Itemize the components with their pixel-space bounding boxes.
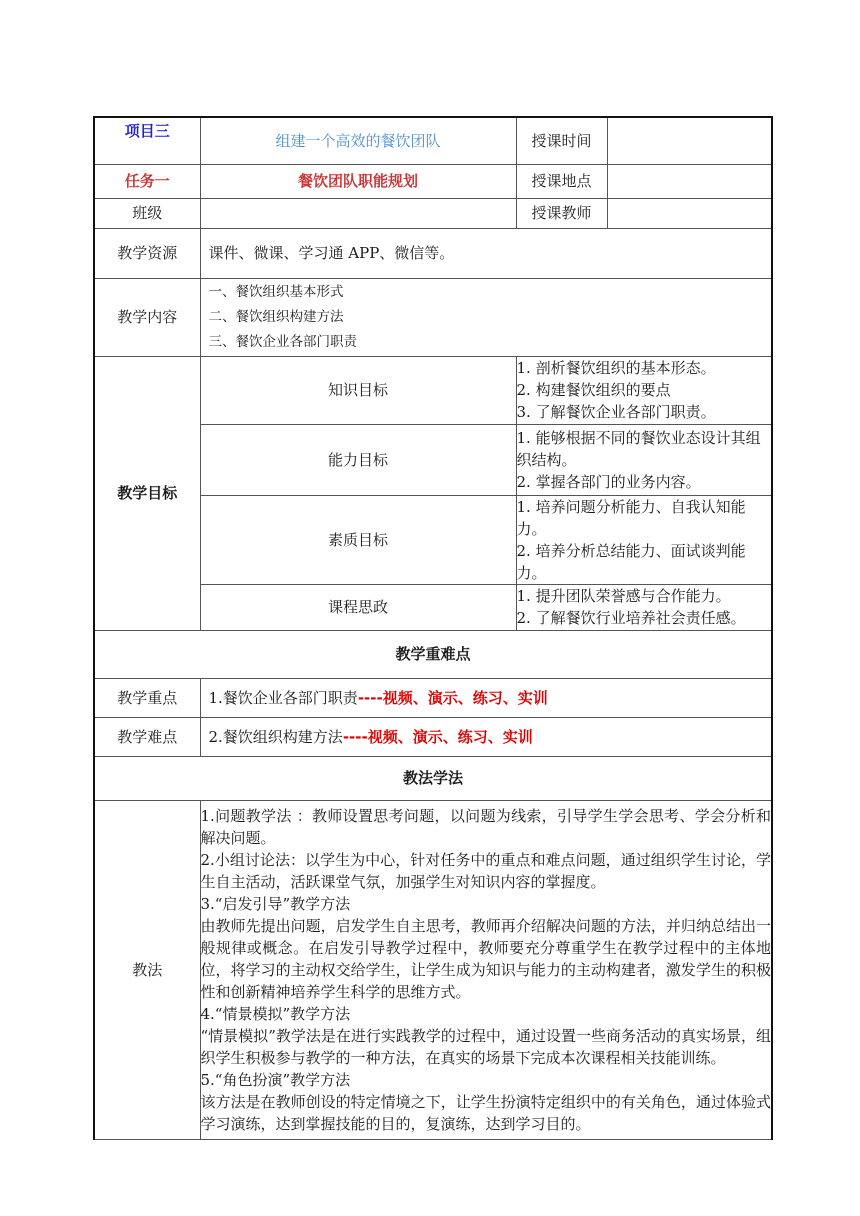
task-title: 餐饮团队职能规划: [200, 164, 516, 198]
lesson-plan-table: [93, 116, 773, 1140]
difficulty-methods: ----视频、演示、练习、实训: [342, 727, 533, 746]
objective-name: 能力目标: [200, 424, 516, 495]
teaching-time-value: [607, 117, 772, 164]
objective-item: 2. 了解餐饮行业培养社会责任感。: [516, 609, 746, 627]
objective-items: [516, 584, 772, 630]
method-paragraph: 5.“角色扮演”教学方法: [200, 1070, 351, 1089]
objectives-label: 教学目标: [94, 356, 200, 630]
class-row: [94, 198, 772, 228]
objective-name: 课程思政: [200, 584, 516, 630]
methods-heading: 教法学法: [94, 756, 772, 800]
key-points-heading-row: [94, 630, 772, 678]
method-paragraph: 2.小组讨论法：以学生为中心，针对任务中的重点和难点问题，通过组织学生讨论，学生自主活动，活跃课堂气氛，加强学生对知识内容的掌握度。: [200, 850, 772, 891]
focus-label: 教学重点: [94, 678, 200, 717]
resources-value: 课件、微课、学习通 APP、微信等。: [200, 228, 772, 278]
objective-name: 素质目标: [200, 495, 516, 584]
class-label: 班级: [94, 198, 200, 228]
method-paragraph: “情景模拟”教学法是在进行实践教学的过程中，通过设置一些商务活动的真实场景，组织学生积极参与教学的一种方法，在真实的场景下完成本次课程相关技能训练。: [200, 1026, 772, 1067]
objective-items: [516, 356, 772, 424]
methods-row: [94, 800, 772, 1139]
methods-body: [200, 800, 772, 1139]
class-value: [200, 198, 516, 228]
difficulty-text: 2.餐饮组织构建方法: [208, 727, 343, 746]
objective-item: 3. 了解餐饮企业各部门职责。: [516, 403, 716, 421]
difficulty-value: [200, 717, 772, 756]
task-row: [94, 164, 772, 198]
methods-heading-row: [94, 756, 772, 800]
teacher-value: [607, 198, 772, 228]
content-item: 二、餐饮组织构建方法: [208, 308, 344, 325]
objective-items: [516, 495, 772, 584]
teacher-label: 授课教师: [516, 198, 607, 228]
resources-row: [94, 228, 772, 278]
teaching-time-label: 授课时间: [516, 117, 607, 164]
focus-methods: ----视频、演示、练习、实训: [357, 688, 548, 707]
method-paragraph: 4.“情景模拟”教学方法: [200, 1004, 351, 1023]
project-row: [94, 117, 772, 164]
key-points-heading: 教学重难点: [94, 630, 772, 678]
project-label: 项目三: [94, 117, 200, 164]
methods-label: 教法: [94, 800, 200, 1139]
method-paragraph: 3.“启发引导”教学方法: [200, 894, 351, 913]
teaching-place-value: [607, 164, 772, 198]
difficulty-row: [94, 717, 772, 756]
objective-item: 1. 能够根据不同的餐饮业态设计其组织结构。: [516, 428, 761, 469]
method-paragraph: 该方法是在教师创设的特定情境之下，让学生扮演特定组织中的有关角色，通过体验式学习演练，达到掌握技能的目的，复演练，达到学习目的。: [200, 1092, 772, 1133]
project-title: 组建一个高效的餐饮团队: [200, 117, 516, 164]
task-label: 任务一: [94, 164, 200, 198]
content-row: [94, 278, 772, 356]
focus-row: [94, 678, 772, 717]
content-item: 三、餐饮企业各部门职责: [208, 333, 357, 350]
difficulty-label: 教学难点: [94, 717, 200, 756]
objective-items: [516, 424, 772, 495]
objective-item: 1. 提升团队荣誉感与合作能力。: [516, 587, 731, 605]
objective-item: 2. 构建餐饮组织的要点: [516, 381, 671, 399]
content-list: [200, 278, 772, 356]
objective-item: 1. 剖析餐饮组织的基本形态。: [516, 359, 716, 377]
teaching-place-label: 授课地点: [516, 164, 607, 198]
objective-item: 2. 培养分析总结能力、面试谈判能力。: [516, 541, 746, 582]
resources-label: 教学资源: [94, 228, 200, 278]
focus-value: [200, 678, 772, 717]
content-item: 一、餐饮组织基本形式: [208, 283, 344, 300]
method-paragraph: 由教师先提出问题，启发学生自主思考，教师再介绍解决问题的方法，并归纳总结出一般规律或概念。在启发引导教学过程中，教师要充分尊重学生在教学过程中的主体地位，将学习的主动权交给学生，让学生成为知识与能力的主动构建者，激发学生的积极性和创新精神培养学生科学的思维方式。: [200, 916, 772, 1001]
objective-item: 2. 掌握各部门的业务内容。: [516, 472, 701, 491]
objective-name: 知识目标: [200, 356, 516, 424]
method-paragraph: 1.问题教学法 ：教师设置思考问题，以问题为线索，引导学生学会思考、学会分析和解决问题。: [200, 806, 772, 847]
objective-item: 1. 培养问题分析能力、自我认知能力。: [516, 497, 746, 538]
focus-text: 1.餐饮企业各部门职责: [208, 688, 358, 707]
objective-row-knowledge: [94, 356, 772, 424]
content-label: 教学内容: [94, 278, 200, 356]
